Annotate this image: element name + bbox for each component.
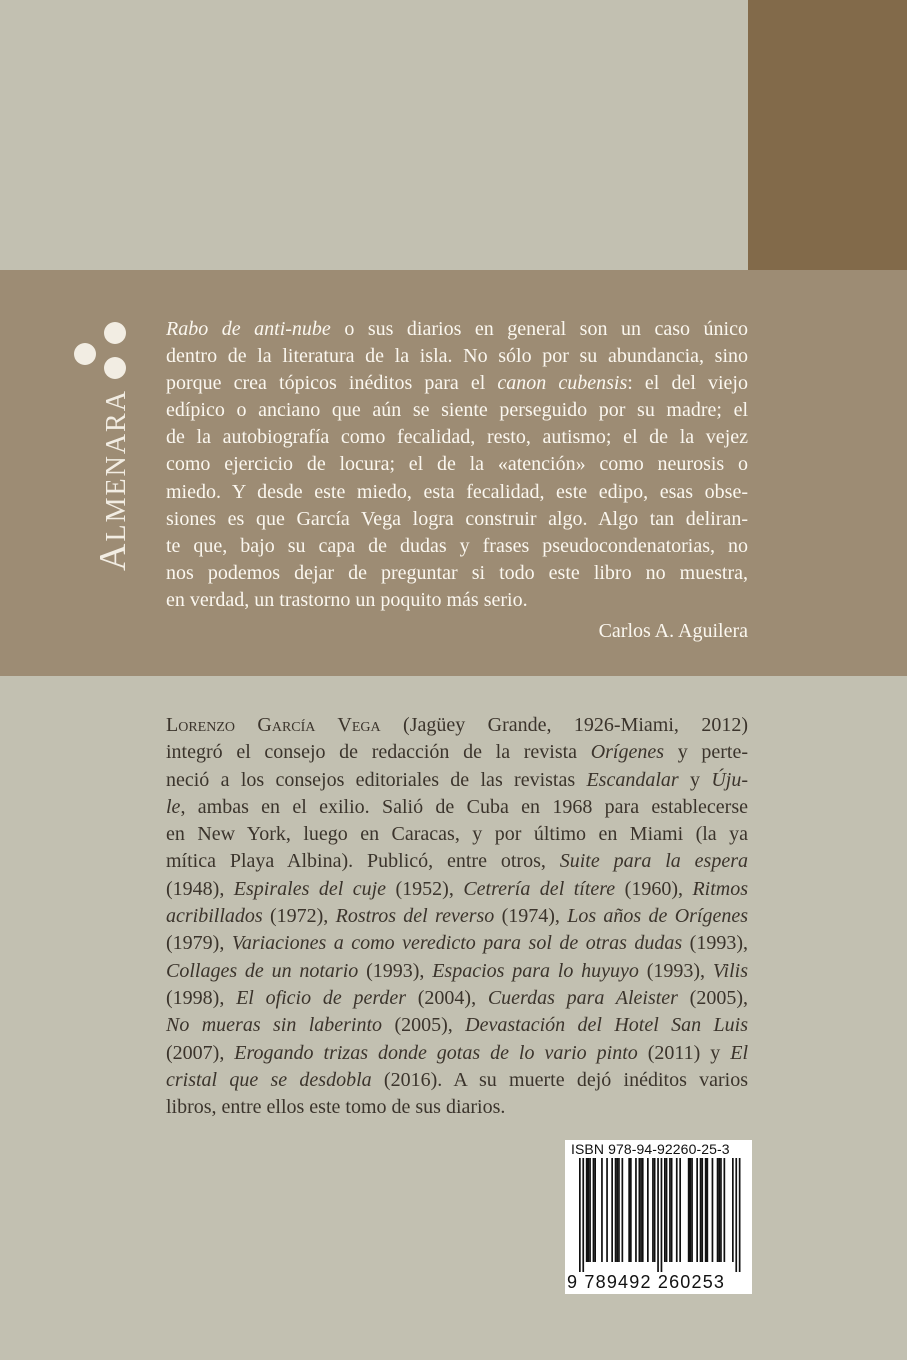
text-run: libros, entre ellos este tomo de sus diarios. bbox=[166, 1096, 506, 1119]
barcode-bar bbox=[661, 1158, 663, 1272]
text-line bbox=[166, 479, 748, 506]
logo-dot bbox=[74, 343, 96, 365]
text-run: y perte- bbox=[664, 741, 748, 764]
text-line bbox=[166, 451, 748, 478]
barcode-bar bbox=[594, 1158, 596, 1262]
text-line bbox=[166, 821, 748, 848]
italic-title: El bbox=[730, 1041, 749, 1064]
quote-author: Carlos A. Aguilera bbox=[598, 620, 748, 642]
ean-digits: 9 789492 260253 bbox=[567, 1272, 726, 1292]
text-line bbox=[166, 424, 748, 451]
text-run: (1979), bbox=[166, 932, 232, 955]
barcode-bar bbox=[579, 1158, 581, 1272]
barcode-bar bbox=[588, 1158, 590, 1262]
barcode-bar bbox=[671, 1158, 673, 1262]
barcode-bar bbox=[664, 1158, 666, 1262]
barcode-bar bbox=[718, 1158, 720, 1262]
barcode-bar bbox=[732, 1158, 734, 1262]
corner-color-block bbox=[748, 0, 907, 270]
italic-title: Devastación del Hotel San Luis bbox=[465, 1014, 748, 1037]
text-run: integró el consejo de redacción de la revista bbox=[166, 741, 591, 764]
text-run: (2007), bbox=[166, 1041, 235, 1064]
barcode-bar bbox=[712, 1158, 714, 1262]
text-run: (1993), bbox=[682, 932, 748, 955]
italic-title: Escandalar bbox=[586, 768, 679, 791]
italic-title: Los años de Orígenes bbox=[567, 905, 749, 928]
text-run: (2004), bbox=[406, 986, 488, 1009]
text-line bbox=[166, 876, 748, 903]
text-run: en New York, luego en Caracas, y por último en Miami (la ya bbox=[166, 823, 748, 846]
italic-title: Úju- bbox=[711, 768, 748, 791]
barcode-bar bbox=[628, 1158, 630, 1262]
text-run: (1952), bbox=[386, 877, 464, 900]
text-line bbox=[166, 587, 748, 614]
text-line bbox=[166, 794, 748, 821]
barcode-bar bbox=[654, 1158, 656, 1262]
italic-title: Erogando trizas donde gotas de lo vario pinto bbox=[234, 1041, 638, 1064]
barcode-bar bbox=[669, 1158, 671, 1262]
barcode-bar bbox=[601, 1158, 603, 1262]
text-line bbox=[166, 930, 748, 957]
text-run: : el del viejo bbox=[627, 372, 748, 395]
barcode-bar bbox=[593, 1158, 595, 1262]
text-run: nos podemos dejar de preguntar si todo este libro no muestra, bbox=[166, 561, 748, 584]
barcode-bar bbox=[630, 1158, 632, 1262]
text-run: (2011) y bbox=[637, 1041, 731, 1064]
barcode-bar bbox=[606, 1158, 608, 1262]
text-line bbox=[166, 560, 748, 587]
barcode-bar bbox=[640, 1158, 642, 1262]
text-run: de la autobiografía como fecalidad, resto, autismo; el de la vejez bbox=[166, 426, 748, 449]
publisher-rest: LMENARA bbox=[101, 389, 132, 542]
text-line bbox=[166, 903, 748, 930]
barcode-bar bbox=[688, 1158, 690, 1262]
barcode-bar bbox=[676, 1158, 678, 1262]
barcode-bar bbox=[647, 1158, 649, 1262]
text-run: (1960), bbox=[615, 877, 693, 900]
barcode-bar bbox=[642, 1158, 644, 1262]
text-line bbox=[166, 1094, 748, 1121]
text-line bbox=[166, 343, 748, 370]
text-run: miedo. Y desde este miedo, esta fecalidad, este edipo, esas obse- bbox=[166, 480, 748, 503]
text-run: (1974), bbox=[494, 905, 568, 928]
barcode-bar bbox=[724, 1158, 726, 1262]
italic-title: El oficio de perder bbox=[236, 986, 407, 1009]
barcode-bar bbox=[707, 1158, 709, 1262]
text-run: en verdad, un trastorno un poquito más serio. bbox=[166, 588, 528, 611]
barcode-bar bbox=[582, 1158, 584, 1272]
publisher-name bbox=[91, 389, 135, 571]
italic-title: canon cubensis bbox=[497, 372, 628, 395]
text-run: (2016). A su muerte dejó inéditos varios bbox=[371, 1068, 748, 1091]
text-line bbox=[166, 1040, 748, 1067]
text-run: te que, bajo su capa de dudas y frases pseudocondenatorias, no bbox=[166, 534, 748, 557]
italic-title: Vilis bbox=[712, 959, 749, 982]
italic-title: le bbox=[166, 795, 181, 818]
back-cover-quote bbox=[166, 316, 748, 614]
barcode-bar bbox=[618, 1158, 620, 1262]
text-run: dentro de la literatura de la isla. No sólo por su abundancia, sino bbox=[166, 345, 748, 368]
barcode-bar bbox=[586, 1158, 588, 1262]
barcode-bar bbox=[717, 1158, 719, 1262]
text-run: , ambas en el exilio. Salió de Cuba en 1968 para establecerse bbox=[180, 795, 748, 818]
text-run: (1993), bbox=[638, 959, 713, 982]
italic-title: Variaciones a como veredicto para sol de otras dudas bbox=[231, 932, 683, 955]
barcode-bar bbox=[589, 1158, 591, 1262]
text-line bbox=[166, 767, 748, 794]
barcode-bar bbox=[735, 1158, 737, 1272]
italic-title: Suite para la espera bbox=[559, 850, 748, 873]
text-line bbox=[166, 985, 748, 1012]
italic-title: Collages de un notario bbox=[166, 959, 359, 982]
barcode-bar bbox=[611, 1158, 613, 1262]
italic-title: acribillados bbox=[166, 905, 263, 928]
barcode-bar bbox=[691, 1158, 693, 1262]
italic-title: cristal que se desdobla bbox=[166, 1068, 372, 1091]
text-line bbox=[166, 712, 748, 739]
text-run: y bbox=[678, 768, 712, 791]
text-line bbox=[166, 1012, 748, 1039]
italic-title: Espacios para lo huyuyo bbox=[432, 959, 639, 982]
author-biography bbox=[166, 712, 748, 1121]
text-run: porque crea tópicos inéditos para el bbox=[166, 372, 498, 395]
barcode-bars bbox=[565, 1158, 752, 1274]
italic-title: Espirales del cuje bbox=[233, 877, 387, 900]
barcode-bar bbox=[657, 1158, 659, 1272]
text-run: mítica Playa Albina). Publicó, entre otros, bbox=[166, 850, 560, 873]
italic-title: Ritmos bbox=[692, 877, 749, 900]
isbn-barcode bbox=[565, 1140, 752, 1294]
barcode-bar bbox=[616, 1158, 618, 1262]
barcode-bar bbox=[720, 1158, 722, 1262]
text-line bbox=[166, 397, 748, 424]
barcode-bar bbox=[639, 1158, 641, 1262]
italic-title: Rostros del reverso bbox=[335, 905, 495, 928]
text-run: edípico o anciano que aún se siente perseguido por su madre; el bbox=[166, 399, 748, 422]
text-line bbox=[166, 848, 748, 875]
barcode-bar bbox=[679, 1158, 681, 1262]
barcode-bar bbox=[696, 1158, 698, 1262]
text-run: Lorenzo García Vega bbox=[166, 714, 381, 736]
text-run: como ejercicio de locura; el de la «atención» como neurosis o bbox=[166, 453, 748, 476]
text-run: (1993), bbox=[358, 959, 433, 982]
text-run: o sus diarios en general son un caso único bbox=[330, 318, 748, 340]
text-run: (1998), bbox=[166, 986, 237, 1009]
text-line bbox=[166, 533, 748, 560]
italic-title: No mueras sin laberinto bbox=[166, 1014, 383, 1037]
italic-title: Orígenes bbox=[590, 741, 665, 764]
logo-dot bbox=[104, 357, 126, 379]
text-run: siones es que García Vega logra construir algo. Algo tan deliran- bbox=[166, 507, 748, 530]
text-line bbox=[166, 739, 748, 766]
italic-title: Rabo de anti-nube bbox=[166, 318, 331, 340]
text-line bbox=[166, 370, 748, 397]
barcode-bar bbox=[666, 1158, 668, 1262]
barcode-bar bbox=[705, 1158, 707, 1262]
text-line bbox=[166, 958, 748, 985]
text-run: (1972), bbox=[262, 905, 336, 928]
barcode-bar bbox=[700, 1158, 702, 1262]
text-run: (Jagüey Grande, 1926-Miami, 2012) bbox=[380, 714, 748, 736]
text-run: (2005), bbox=[677, 986, 749, 1009]
logo-dot bbox=[104, 322, 126, 344]
barcode-bar bbox=[635, 1158, 637, 1262]
barcode-bar bbox=[701, 1158, 703, 1262]
barcode-bar bbox=[652, 1158, 654, 1262]
text-line bbox=[166, 506, 748, 533]
text-run: (1948), bbox=[166, 877, 234, 900]
publisher-initial: A bbox=[92, 541, 134, 571]
barcode-bar bbox=[739, 1158, 741, 1272]
barcode-bar bbox=[615, 1158, 617, 1262]
italic-title: Cuerdas para Aleister bbox=[487, 986, 678, 1009]
text-line bbox=[166, 1067, 748, 1094]
barcode-bar bbox=[622, 1158, 624, 1262]
italic-title: Cetrería del títere bbox=[463, 877, 616, 900]
isbn-label: ISBN 978-94-92260-25-3 bbox=[571, 1141, 730, 1157]
barcode-bar bbox=[690, 1158, 692, 1262]
text-line bbox=[166, 316, 748, 343]
text-run: (2005), bbox=[382, 1014, 466, 1037]
text-run: neció a los consejos editoriales de las revistas bbox=[166, 768, 587, 791]
